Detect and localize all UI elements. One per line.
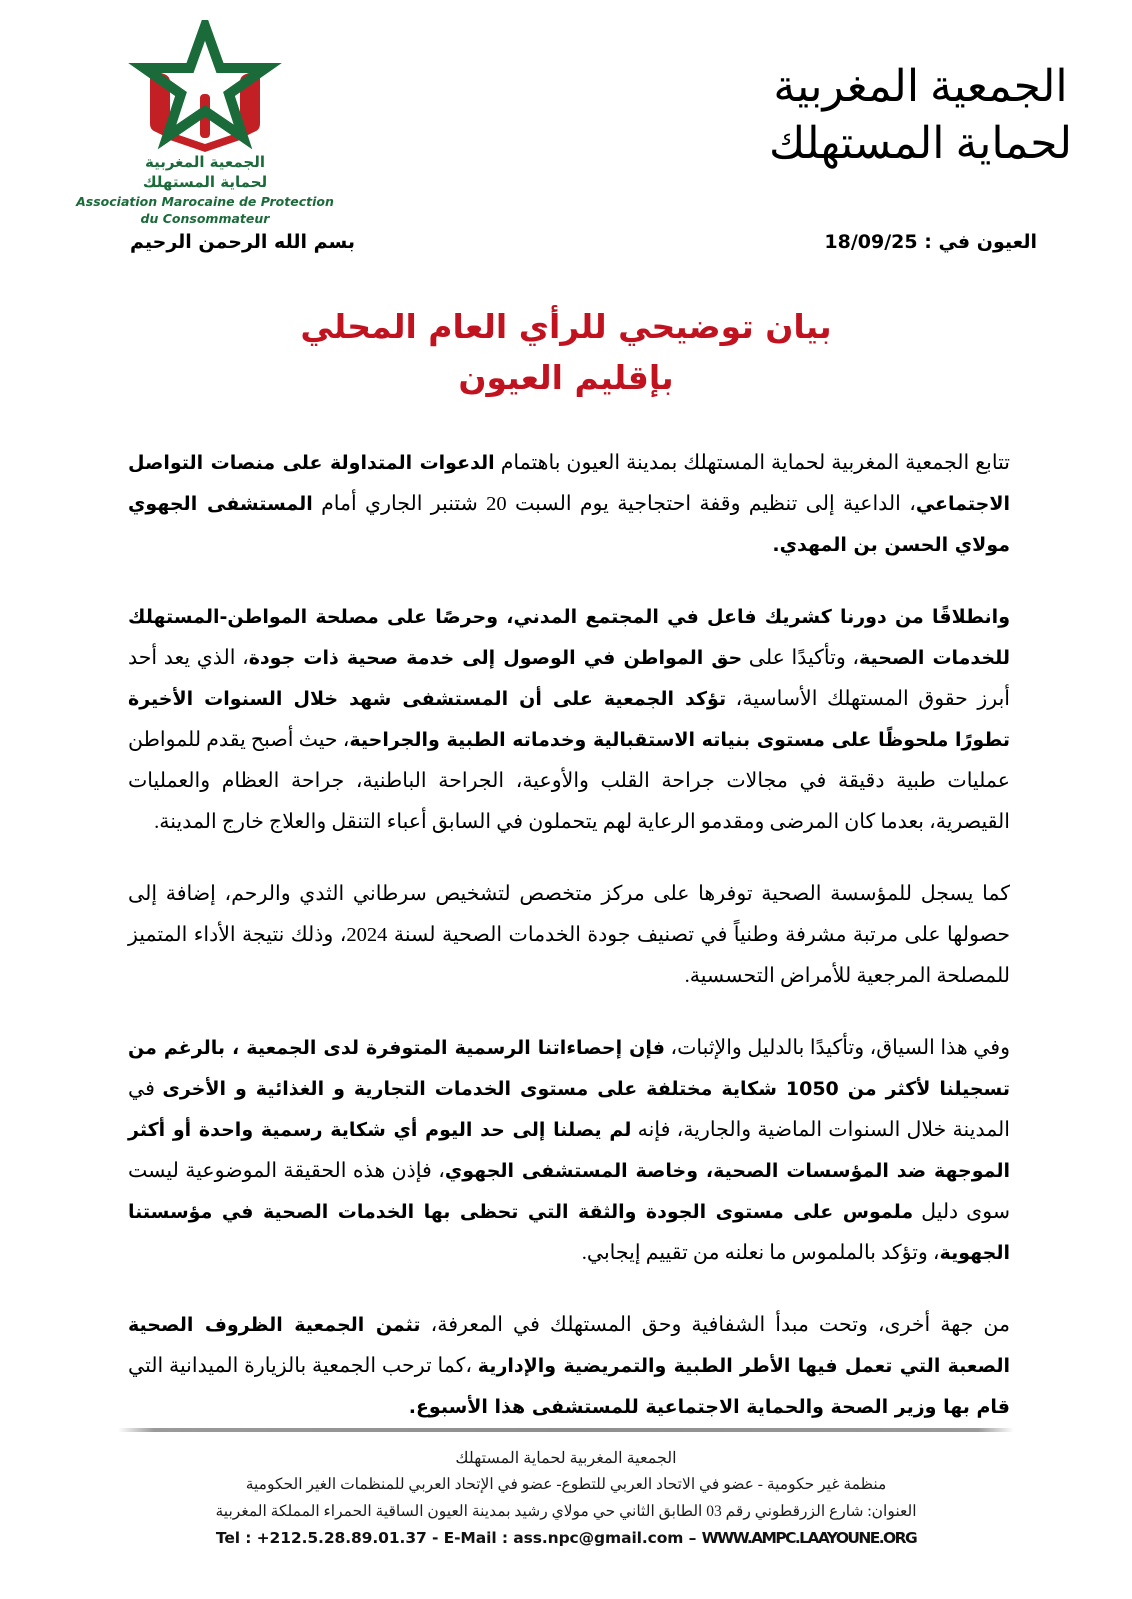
p5-segment-1: من جهة أخرى، وتحت مبدأ الشفافية وحق المستهلك في المعرفة،	[420, 1314, 1011, 1337]
logo-arabic-line-1: الجمعية المغربية	[144, 153, 266, 171]
footer-website[interactable]: WWW.AMPC.LAAYOUNE.ORG	[701, 1529, 917, 1547]
footer-phone-email: Tel : +212.5.28.89.01.37 - E-Mail : ass.npc@gmail.com –	[215, 1529, 697, 1547]
meta-row	[0, 231, 1132, 253]
document-header	[0, 0, 1132, 225]
logo-french-line-1: Association Marocaine de Protection	[76, 193, 334, 209]
p1-segment-2: الدعوات المتداولة على منصات التواصل الاجتماعي	[128, 452, 1011, 516]
organization-title	[659, 58, 1072, 172]
p4-segment-5: ، فإذن هذه الحقيقة الموضوعية ليست سوى دليل	[128, 1160, 1010, 1224]
p4-segment-4: لم يصلنا إلى حد اليوم أي شكاية رسمية واحدة أو أكثر الموجهة ضد المؤسسات الصحية، وخاصة المستشفى الجهوي	[128, 1119, 1011, 1183]
footer-membership: منظمة غير حكومية - عضو في الاتحاد العربي للتطوع- عضو في الإتحاد العربي للمنظمات الغير الحكومية	[245, 1476, 887, 1494]
p4-segment-7: ، وتؤكد بالملموس ما نعلنه من تقييم إيجابي.	[581, 1242, 940, 1265]
paragraph-2	[128, 597, 1010, 843]
document-date: 18/09/25	[824, 231, 918, 253]
p1-segment-3: ، الداعية إلى تنظيم وقفة احتجاجية يوم السبت 20 شتنبر الجاري أمام	[312, 493, 916, 516]
basmala-text: بسم الله الرحمن الرحيم	[130, 231, 355, 253]
p2-segment-2: ، وتأكيدًا على	[742, 647, 859, 670]
paragraph-5	[128, 1305, 1010, 1428]
p2-segment-6: ، حيث أصبح يقدم للمواطن عمليات طبية دقيقة في مجالات جراحة القلب والأوعية، الجراحة الباطنية، جراحة العظام والعمليات القيصرية، بعدما كان المرضى ومقدمو الرعاية لهم يتحملون في السابق أعباء التنقل والعلاج خارج المدينة.	[128, 729, 1010, 834]
page-title	[0, 301, 1132, 403]
p5-segment-2: تثمن الجمعية الظروف الصحية الصعبة التي تعمل فيها الأطر الطبية والتمريضية والإدارية	[128, 1314, 1010, 1378]
p1-segment-4: المستشفى الجهوي مولاي الحسن بن المهدي.	[128, 493, 1010, 557]
p5-segment-4: قام بها وزير الصحة والحماية الاجتماعية للمستشفى هذا الأسبوع.	[408, 1396, 1010, 1419]
p1-segment-1: تتابع الجمعية المغربية لحماية المستهلك بمدينة العيون باهتمام	[494, 452, 1010, 475]
p4-segment-3: في المدينة خلال السنوات الماضية والجارية، فإنه	[128, 1078, 1010, 1142]
org-title-line-2: لحماية المستهلك	[768, 119, 1072, 169]
logo-french-line-2: du Consommateur	[140, 211, 270, 227]
document-footer	[0, 1428, 1132, 1547]
org-title-line-1: الجمعية المغربية	[773, 62, 1068, 111]
place-date	[824, 231, 1037, 253]
p5-segment-3: ،كما ترحب الجمعية بالزيارة الميدانية التي	[128, 1355, 478, 1378]
footer-divider	[118, 1428, 1014, 1432]
place-label: العيون في :	[924, 231, 1037, 253]
document-body	[0, 443, 1132, 1428]
p2-segment-1: وانطلاقًا من دورنا كشريك فاعل في المجتمع المدني، وحرصًا على مصلحة المواطن-المستهلك للخدمات الصحية	[128, 606, 1010, 670]
logo-star-shield-icon	[120, 20, 290, 152]
p4-segment-2: فإن إحصاءاتنا الرسمية المتوفرة لدى الجمعية ، بالرغم من تسجيلنا لأكثر من 1050 شكاية مختلفة على مستوى الخدمات التجارية و الغذائية و الأخرى	[128, 1037, 1010, 1101]
p4-segment-1: وفي هذا السياق، وتأكيدًا بالدليل والإثبات،	[664, 1037, 1010, 1060]
page-title-line-2: بإقليم العيون	[458, 358, 674, 398]
p2-segment-5: تؤكد الجمعية على أن المستشفى شهد خلال السنوات الأخيرة تطورًا ملحوظًا على مستوى بنياته الاستقبالية وخدماته الطبية والجراحية	[128, 688, 1010, 752]
page-title-line-1: بيان توضيحي للرأي العام المحلي	[300, 307, 832, 346]
p2-segment-4: ، الذي يعد أحد أبرز حقوق المستهلك الأساسية،	[128, 647, 1010, 711]
p4-segment-6: ملموس على مستوى الجودة والثقة التي تحظى بها الخدمات الصحية في مؤسستنا الجهوية	[128, 1201, 1010, 1265]
footer-org-name: الجمعية المغربية لحماية المستهلك	[455, 1450, 677, 1468]
p2-segment-3: حق المواطن في الوصول إلى خدمة صحية ذات جودة	[248, 647, 743, 670]
footer-address: العنوان: شارع الزرقطوني رقم 03 الطابق الثاني حي مولاي رشيد بمدينة العيون الساقية الحمراء المملكة المغربية	[215, 1502, 917, 1520]
logo-arabic-line-2: لحماية المستهلك	[142, 172, 268, 191]
paragraph-4	[128, 1028, 1010, 1274]
organization-logo	[60, 14, 350, 227]
paragraph-1	[128, 443, 1010, 566]
paragraph-3: كما يسجل للمؤسسة الصحية توفرها على مركز متخصص لتشخيص سرطاني الثدي والرحم، إضافة إلى حصولها على مرتبة مشرفة وطنياً في تصنيف جودة الخدمات الصحية لسنة 2024، وذلك نتيجة الأداء المتميز للمصلحة المرجعية للأمراض التحسسية.	[128, 883, 1011, 988]
footer-contact	[118, 1529, 1014, 1547]
